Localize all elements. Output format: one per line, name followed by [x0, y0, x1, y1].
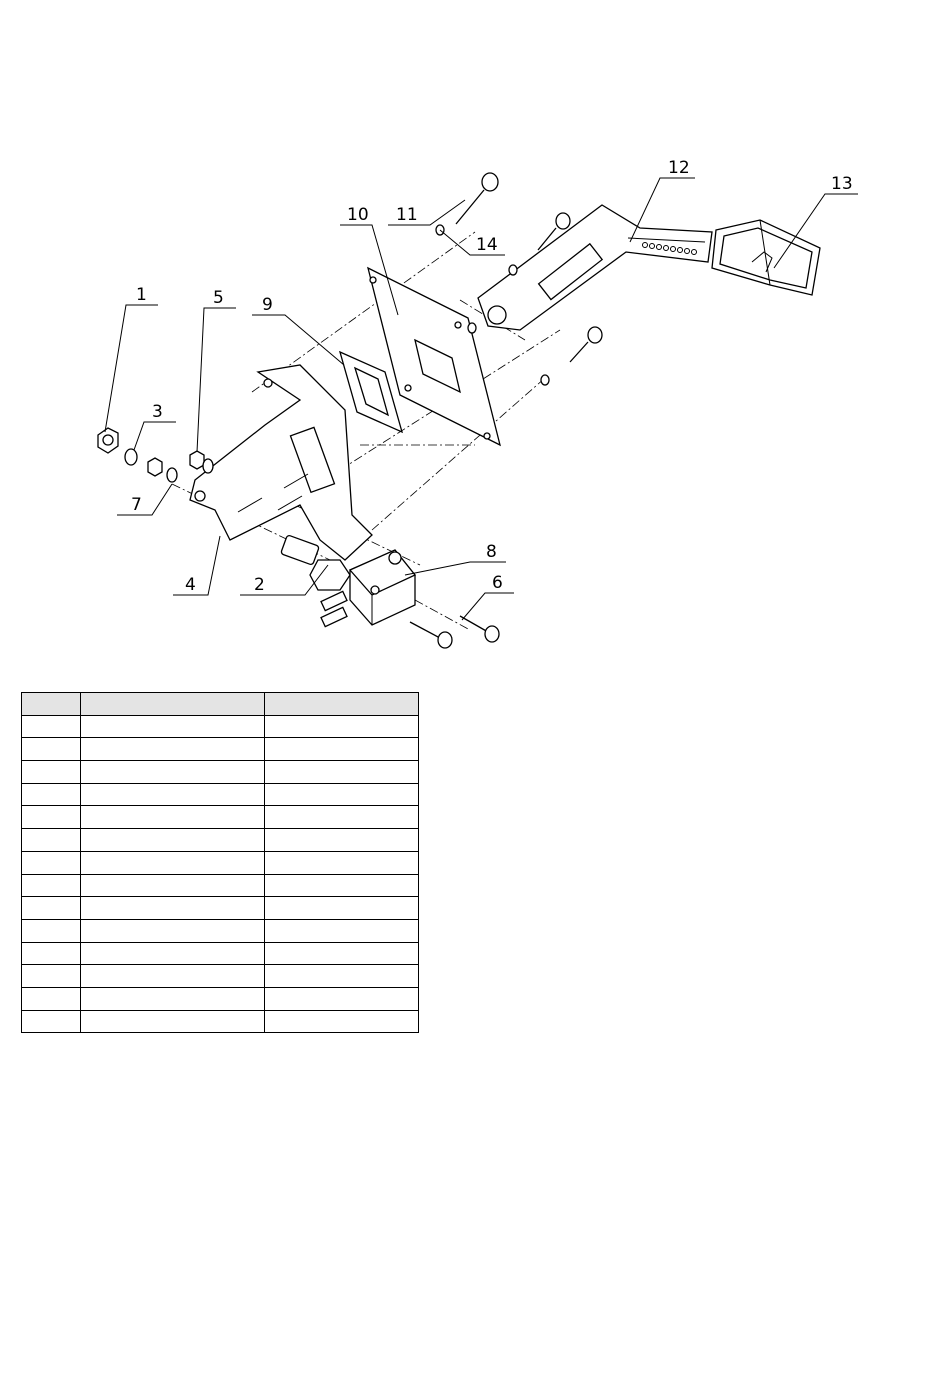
table-cell — [81, 942, 265, 965]
table-cell — [22, 942, 81, 965]
table-cell — [81, 806, 265, 829]
callout-6: 6 — [492, 573, 503, 593]
table-row — [22, 987, 419, 1010]
table-row — [22, 783, 419, 806]
table-cell — [81, 715, 265, 738]
table-cell — [22, 919, 81, 942]
table-row — [22, 874, 419, 897]
table-cell — [81, 829, 265, 852]
table-row — [22, 715, 419, 738]
table-cell — [22, 715, 81, 738]
table-cell — [22, 987, 81, 1010]
table-cell — [265, 965, 419, 988]
header-cell — [81, 693, 265, 716]
table-cell — [81, 919, 265, 942]
table-cell — [265, 806, 419, 829]
callout-3: 3 — [152, 402, 163, 422]
table-cell — [81, 897, 265, 920]
table-row — [22, 897, 419, 920]
callout-1: 1 — [136, 285, 147, 305]
table-cell — [81, 761, 265, 784]
callout-12: 12 — [668, 158, 690, 178]
table-row — [22, 965, 419, 988]
table-cell — [22, 965, 81, 988]
table-cell — [265, 715, 419, 738]
table-cell — [81, 783, 265, 806]
table-cell — [265, 897, 419, 920]
table-row — [22, 829, 419, 852]
table-cell — [265, 987, 419, 1010]
screws — [410, 616, 499, 648]
bracket — [190, 365, 372, 560]
table-cell — [81, 851, 265, 874]
callout-14: 14 — [476, 235, 498, 255]
callout-5: 5 — [213, 288, 224, 308]
table-row — [22, 738, 419, 761]
table-row — [22, 942, 419, 965]
table-cell — [265, 829, 419, 852]
callout-2: 2 — [254, 575, 265, 595]
table-cell — [265, 851, 419, 874]
table-cell — [22, 874, 81, 897]
table-row — [22, 919, 419, 942]
table-row — [22, 761, 419, 784]
table-cell — [22, 851, 81, 874]
table-cell — [81, 987, 265, 1010]
table-cell — [81, 874, 265, 897]
table-cell — [81, 738, 265, 761]
parts-table — [21, 692, 419, 1033]
table-cell — [265, 874, 419, 897]
table-cell — [265, 919, 419, 942]
table-cell — [22, 806, 81, 829]
table-cell — [265, 942, 419, 965]
exploded-assembly-drawing — [0, 0, 950, 680]
pedal-pad — [712, 220, 820, 295]
callout-8: 8 — [486, 542, 497, 562]
table-cell — [81, 1010, 265, 1033]
table-cell — [265, 738, 419, 761]
table-cell — [265, 1010, 419, 1033]
callout-7: 7 — [131, 495, 142, 515]
table-cell — [22, 897, 81, 920]
table-cell — [265, 761, 419, 784]
table-cell — [22, 738, 81, 761]
callout-10: 10 — [347, 205, 369, 225]
table-row — [22, 806, 419, 829]
callout-9: 9 — [262, 295, 273, 315]
table-cell — [22, 761, 81, 784]
table-cell — [265, 783, 419, 806]
table-cell — [22, 783, 81, 806]
header-cell — [22, 693, 81, 716]
header-cell — [265, 693, 419, 716]
callout-13: 13 — [831, 174, 853, 194]
table-cell — [22, 1010, 81, 1033]
callout-11: 11 — [396, 205, 418, 225]
table-row — [22, 1010, 419, 1033]
callout-4: 4 — [185, 575, 196, 595]
table-header-row — [22, 693, 419, 716]
table-cell — [81, 965, 265, 988]
table-cell — [22, 829, 81, 852]
table-row — [22, 851, 419, 874]
